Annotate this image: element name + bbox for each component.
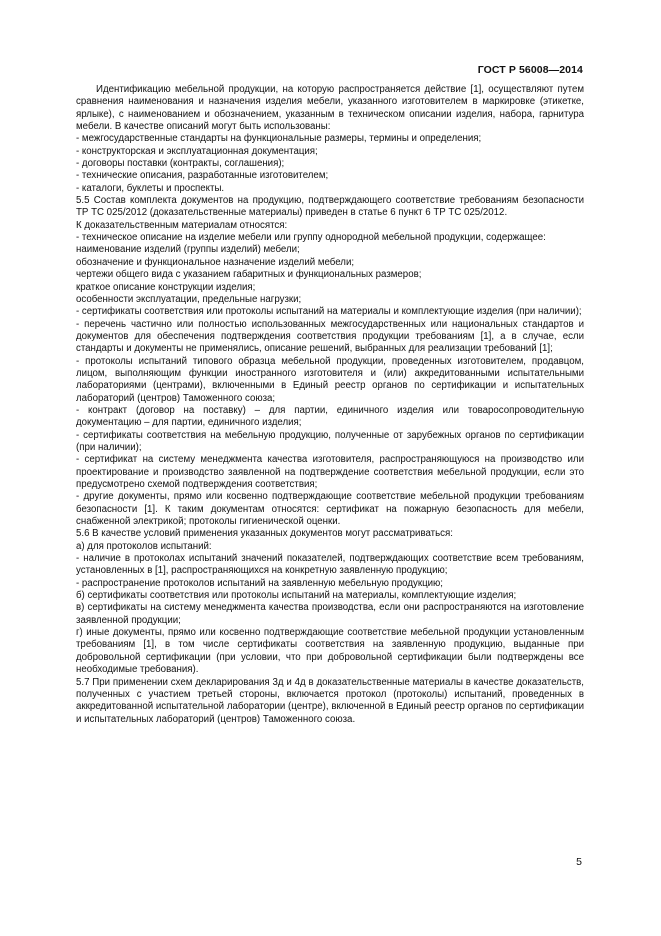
list-item: - сертификат на систему менеджмента качества изготовителя, распространяющуюся на производство или проектирование и производство заявленной на подтверждение соответствия мебельной продукции, если это предусмотрено схемой подтверждения соответствия;	[76, 454, 584, 490]
page-number: 5	[576, 856, 582, 868]
list-item: - протоколы испытаний типового образца мебельной продукции, проведенных изготовителем, продавцом, лицом, выполняющим функции иностранного изготовителя и (или) аккредитованными испытательными лабораториями (центрами), включенными в Единый реестр органов по сертификации и испытательных лабораторий (центров) Таможенного союза;	[76, 355, 584, 404]
list-item: - сертификаты соответствия на мебельную продукцию, полученные от зарубежных органов по сертификации (при наличии);	[76, 429, 584, 453]
list-item: - наличие в протоколах испытаний значений показателей, подтверждающих соответствие всем требованиям, установленных в [1], распространяющихся на конкретную заявленную продукцию;	[76, 553, 584, 577]
list-item: а) для протоколов испытаний:	[76, 540, 212, 552]
list-item: - технические описания, разработанные изготовителем;	[76, 170, 329, 182]
list-item: - сертификаты соответствия или протоколы испытаний на материалы и комплектующие изделия (при наличии);	[76, 306, 582, 318]
list-item: обозначение и функциональное назначение изделий мебели;	[76, 256, 355, 268]
list-item: особенности эксплуатации, предельные нагрузки;	[76, 293, 302, 305]
list-item: б) сертификаты соответствия или протоколы испытаний на материалы, комплектующие изделия;	[76, 590, 517, 602]
section-5-5: 5.5 Состав комплекта документов на продукцию, подтверждающего соответствие требованиям безопасности ТР ТС 025/2012 (доказательственные материалы) приведен в статье 6 пункт 6 ТР ТС 025/2012.	[76, 195, 584, 219]
paragraph: К доказательственным материалам относятся:	[76, 219, 288, 231]
list-item: краткое описание конструкции изделия;	[76, 281, 256, 293]
list-item: - распространение протоколов испытаний на заявленную мебельную продукцию;	[76, 577, 443, 589]
list-item: - договоры поставки (контракты, соглашения);	[76, 158, 285, 170]
list-item: наименование изделий (группы изделий) мебели;	[76, 244, 300, 256]
list-item: в) сертификаты на систему менеджмента качества производства, если они распространяются на изготовление заявленной продукции;	[76, 602, 584, 626]
list-item: - конструкторская и эксплуатационная документация;	[76, 145, 318, 157]
list-item: - межгосударственные стандарты на функциональные размеры, термины и определения;	[76, 133, 482, 145]
list-item: чертежи общего вида с указанием габаритных и функциональных размеров;	[76, 269, 422, 281]
paragraph-identification: Идентификацию мебельной продукции, на которую распространяется действие [1], осуществляют путем сравнения наименования и назначения изделия мебели, указанного изготовителем в маркировке (этикетке, ярлыке), с наименованием и обозначением, указанным в техническом описании изделия, набора, гарнитура мебели. В качестве описаний могут быть использованы:	[76, 84, 584, 133]
list-item: - техническое описание на изделие мебели или группу однородной мебельной продукции, содержащее:	[76, 232, 546, 244]
section-5-6: 5.6 В качестве условий применения указанных документов могут рассматриваться:	[76, 528, 453, 540]
list-item: - перечень частично или полностью использованных межгосударственных или национальных стандартов и документов для обеспечения подтверждения соответствия продукции требованиям [1], а в случае, если стандарты и документы не применялись, описание решений, выбранных для реализации требований [1];	[76, 318, 584, 355]
list-item: - контракт (договор на поставку) – для партии, единичного изделия или товаросопроводительную документацию – для партии, единичного изделия;	[76, 404, 584, 429]
document-header: ГОСТ Р 56008—2014	[477, 64, 583, 76]
list-item: г) иные документы, прямо или косвенно подтверждающие соответствие мебельной продукции установленным требованиям [1], в том числе сертификаты соответствия на заявленную продукцию, выданные при добровольной сертификации (при условии, что при добровольной сертификации были подтверждены все необходимые требования).	[76, 627, 584, 676]
list-item: - другие документы, прямо или косвенно подтверждающие соответствие мебельной продукции требованиям безопасности [1]. К таким документам относятся: сертификат на пожарную безопасность для мебели, снабженной электрикой; протоколы гигиенической оценки.	[76, 491, 584, 528]
list-item: - каталоги, буклеты и проспекты.	[76, 182, 225, 194]
section-5-7: 5.7 При применении схем декларирования 3д и 4д в доказательственные материалы в качестве доказательств, полученных с участием третьей стороны, включается протокол (протоколы) испытаний, проведенных в аккредитованной испытательной лаборатории (центре), включенной в Единый реестр органов по сертификации и испытательных лабораторий (центров) Таможенного союза.	[76, 676, 584, 725]
document-body	[76, 84, 584, 726]
